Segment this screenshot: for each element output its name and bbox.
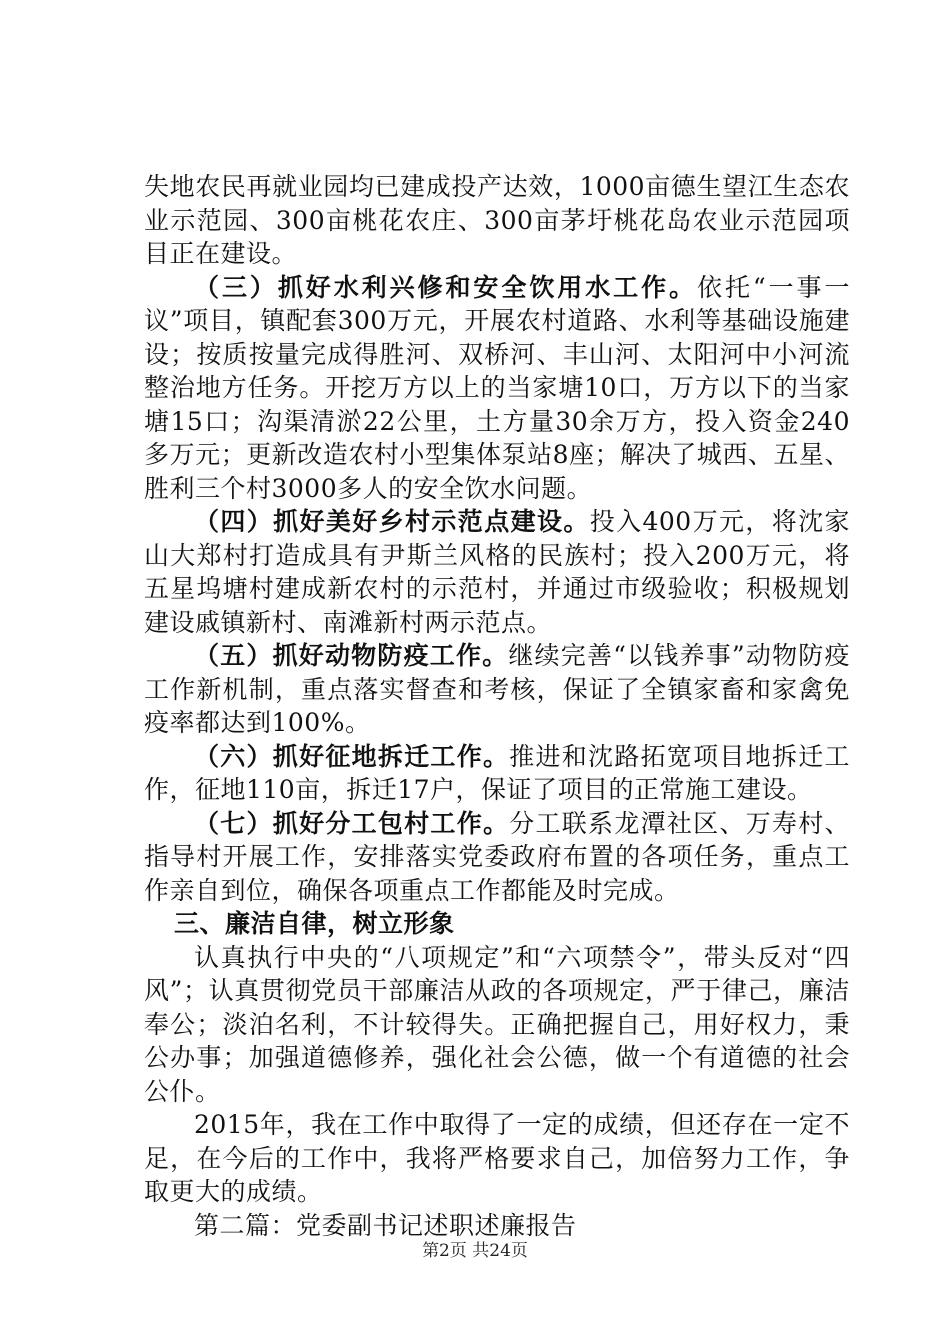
- page-footer: [0, 1240, 950, 1262]
- item-heading: （六）抓好征地拆迁工作。: [194, 741, 510, 771]
- document-body: [144, 170, 850, 1242]
- paragraph-body: 推进和沈路拓宽项目地拆迁工作，征地110亩，拆迁17户，保证了项目的正常施工建设。: [144, 741, 850, 804]
- paragraph-body: 投入400万元，将沈家山大郑村打造成具有尹斯兰风格的民族村；投入200万元，将五星坞塘村建成新农村的示范村，并通过市级验收；积极规划建设戚镇新村、南滩新村两示范点。: [144, 507, 850, 637]
- item-heading: （七）抓好分工包村工作。: [194, 808, 510, 838]
- item-heading: （三）抓好水利兴修和安全饮用水工作。: [194, 272, 697, 302]
- paragraph-body: 分工联系龙潭社区、万寿村、指导村开展工作，安排落实党委政府布置的各项任务，重点工作亲自到位，确保各项重点工作都能及时完成。: [144, 808, 850, 905]
- paragraph-item-6: [144, 740, 850, 807]
- closing-paragraph: 2015年，我在工作中取得了一定的成绩，但还存在一定不足，在今后的工作中，我将严格要求自己，加倍努力工作，争取更大的成绩。: [144, 1110, 850, 1206]
- next-chapter-title: 第二篇：党委副书记述职述廉报告: [194, 1210, 577, 1240]
- item-heading: （四）抓好美好乡村示范点建设。: [194, 507, 590, 536]
- item-heading: （五）抓好动物防疫工作。: [194, 641, 509, 670]
- paragraph-item-4: [144, 505, 850, 639]
- section-title: 三、廉洁自律，树立形象: [174, 909, 455, 938]
- paragraph-item-5: [144, 639, 850, 740]
- paragraph-body: 继续完善“以钱养事”动物防疫工作新机制，重点落实督查和考核，保证了全镇家畜和家禽免疫率都达到100%。: [144, 641, 850, 737]
- paragraph-intro-continued: [144, 170, 850, 271]
- paragraph-item-7: [144, 807, 850, 908]
- paragraph-item-3: [144, 271, 850, 506]
- section-three-body: 认真执行中央的“八项规定”和“六项禁令”，带头反对“四风”；认真贯彻党员干部廉洁从政的各项规定，严于律己，廉洁奉公；淡泊名利，不计较得失。正确把握自己，用好权力，秉公办事；加强道德修养，强化社会公德，做一个有道德的社会公仆。: [144, 942, 850, 1106]
- paragraph-body: 失地农民再就业园均已建成投产达效，1000亩德生望江生态农业示范园、300亩桃花农庄、300亩茅圩桃花岛农业示范园项目正在建设。: [144, 172, 850, 268]
- page-number: 第2页 共24页: [422, 1241, 528, 1261]
- paragraph-body: 依托“一事一议”项目，镇配套300万元，开展农村道路、水利等基础设施建设；按质按量完成得胜河、双桥河、丰山河、太阳河中小河流整治地方任务。开挖万方以上的当家塘10口，万方以下的当家塘15口；沟渠清淤22公里，土方量30余万方，投入资金240多万元；更新改造农村小型集体泵站8座；解决了城西、五星、胜利三个村3000多人的安全饮水问题。: [144, 272, 850, 503]
